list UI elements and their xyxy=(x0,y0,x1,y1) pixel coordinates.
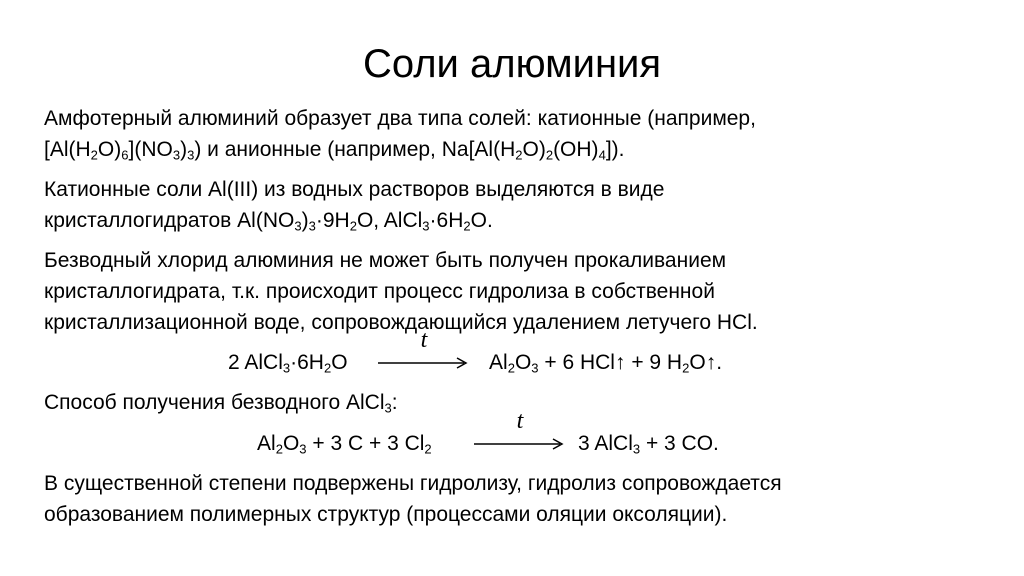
paragraph-line: кристаллогидрата, т.к. происходит процесс гидролиза в собственной xyxy=(44,280,715,303)
paragraph-line: Способ получения безводного AlCl$_3$: xyxy=(44,391,398,416)
equation-1-left: 2 $AlCl_3\cdot 6H_2O$ xyxy=(228,351,348,376)
equation-2-arrow xyxy=(474,408,566,451)
equation-2-right: 3 AlCl$_3$ + 3 CO. xyxy=(578,432,719,457)
paragraph-line: Безводный хлорид алюминия не может быть получен прокаливанием xyxy=(44,249,727,272)
paragraph-line: кристаллизационной воде, сопровождающийся удалением летучего HCl. xyxy=(44,311,758,334)
arrow-right-icon xyxy=(474,437,566,451)
paragraph-cationic-salts xyxy=(44,174,994,236)
gas-arrow-up-icon: ↑ xyxy=(705,351,717,374)
paragraph-amphoteric xyxy=(44,103,994,165)
arrow-condition-label: t xyxy=(420,327,428,353)
paragraph-line: Амфотерный алюминий образует два типа солей: катионные (например, xyxy=(44,107,756,130)
arrow-condition-label: t xyxy=(516,408,524,434)
equation-1-arrow xyxy=(378,327,470,370)
arrow-right-icon xyxy=(378,356,470,370)
paragraph-line: кристаллогидратов $Al(NO_3)_3\cdot 9H_2O$, $AlCl_3\cdot 6H_2O$. xyxy=(44,209,493,234)
equation-2-left: $Al_2O_3 + 3$ C + 3 $Cl_2$ xyxy=(257,432,432,457)
paragraph-hydrolysis xyxy=(44,468,994,530)
page-title: Соли алюминия xyxy=(362,42,662,86)
paragraph-line: В существенной степени подвержены гидролизу, гидролиз сопровождается xyxy=(44,472,782,495)
paragraph-anhydrous-chloride xyxy=(44,245,994,338)
paragraph-line: $[Al(H_2O)_6](NO_3)_3$) и анионные (например, $Na[Al(H_2O)_2(OH)_4]$). xyxy=(44,138,625,163)
paragraph-line: образованием полимерных структур (процессами оляции оксоляции). xyxy=(44,503,728,526)
gas-arrow-up-icon: ↑ xyxy=(614,351,626,374)
paragraph-line: Катионные соли Al(III) из водных растворов выделяются в виде xyxy=(44,178,665,201)
equation-1-right: $Al_2O_3 + 6$ HCl↑ + 9 $H_2O↑$. xyxy=(489,351,723,376)
